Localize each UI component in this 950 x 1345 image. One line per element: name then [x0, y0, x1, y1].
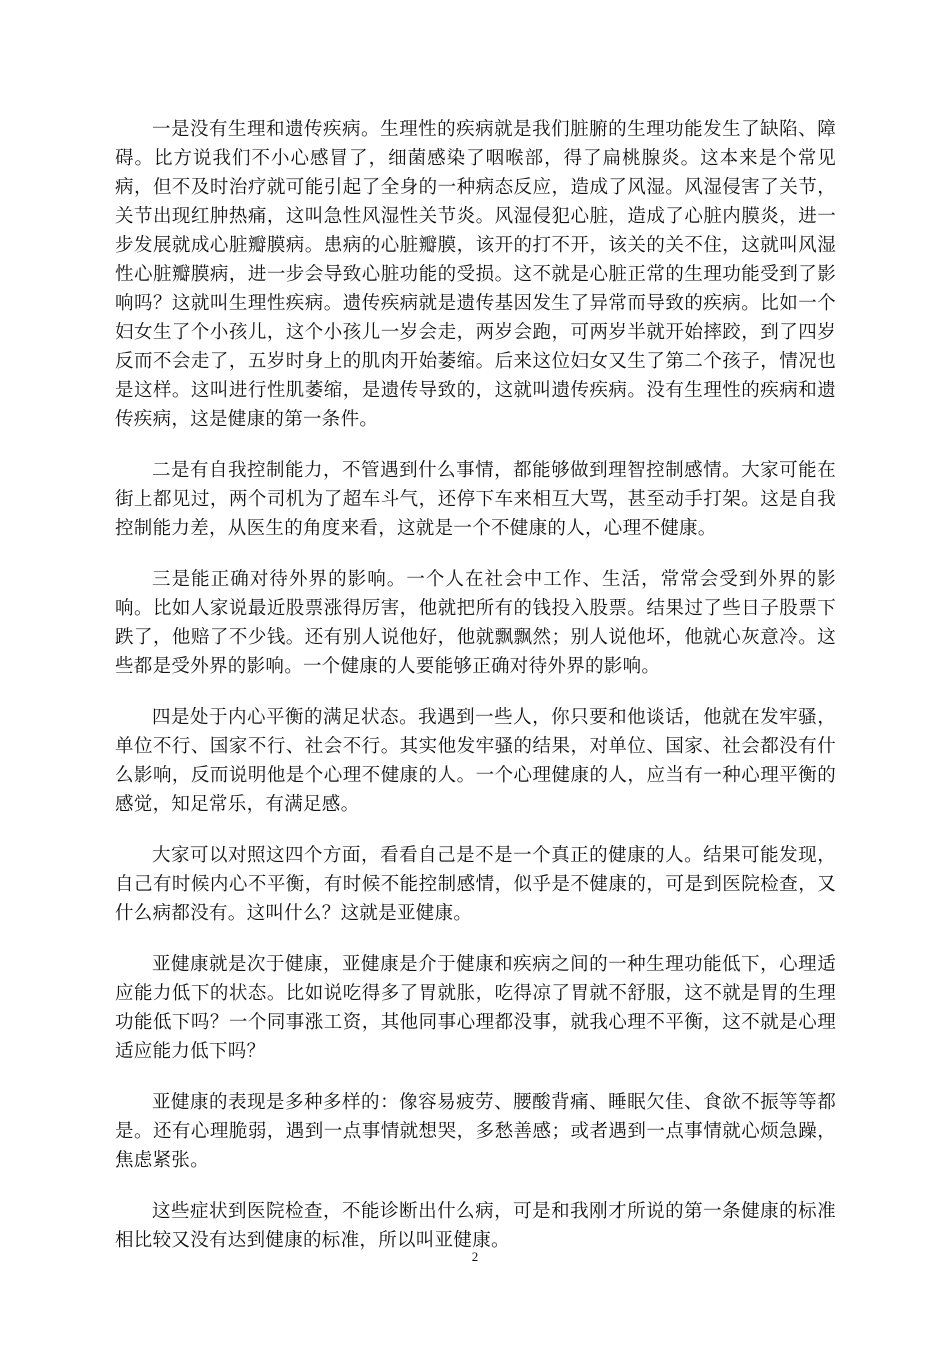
page-number: 2	[471, 1249, 479, 1264]
paragraph-inner-balance: 四是处于内心平衡的满足状态。我遇到一些人，你只要和他谈话，他就在发牢骚，单位不行、国家不行、社会不行。其实他发牢骚的结果，对单位、国家、社会都没有什么影响，反而说明他是个心理不健康的人。一个心理健康的人，应当有一种心理平衡的感觉，知足常乐，有满足感。	[115, 707, 836, 815]
paragraph-subhealth-conclusion: 这些症状到医院检查，不能诊断出什么病，可是和我刚才所说的第一条健康的标准相比较又没有达到健康的标准，所以叫亚健康。	[115, 1201, 836, 1251]
paragraph-subhealth-symptoms: 亚健康的表现是多种多样的：像容易疲劳、腰酸背痛、睡眠欠佳、食欲不振等等都是。还有心理脆弱，遇到一点事情就想哭，多愁善感；或者遇到一点事情就心烦急躁，焦虑紧张。	[115, 1092, 836, 1171]
paragraph-self-control: 二是有自我控制能力，不管遇到什么事情，都能够做到理智控制感情。大家可能在街上都见过，两个司机为了超车斗气，还停下车来相互大骂，甚至动手打架。这是自我控制能力差，从医生的角度来看，这就是一个不健康的人，心理不健康。	[115, 460, 836, 539]
paragraph-self-check: 大家可以对照这四个方面，看看自己是不是一个真正的健康的人。结果可能发现，自己有时候内心不平衡，有时候不能控制感情，似乎是不健康的，可是到医院检查，又什么病都没有。这叫什么？这就是亚健康。	[115, 845, 836, 924]
paragraph-external-influence: 三是能正确对待外界的影响。一个人在社会中工作、生活，常常会受到外界的影响。比如人家说最近股票涨得厉害，他就把所有的钱投入股票。结果过了些日子股票下跌了，他赔了不少钱。还有别人说他好，他就飘飘然；别人说他坏，他就心灰意冷。这些都是受外界的影响。一个健康的人要能够正确对待外界的影响。	[115, 569, 836, 677]
paragraph-subhealth-definition: 亚健康就是次于健康，亚健康是介于健康和疾病之间的一种生理功能低下，心理适应能力低下的状态。比如说吃得多了胃就胀，吃得凉了胃就不舒服，这不就是胃的生理功能低下吗？一个同事涨工资，其他同事心理都没事，就我心理不平衡，这不就是心理适应能力低下吗？	[115, 954, 836, 1062]
paragraph-no-disease: 一是没有生理和遗传疾病。生理性的疾病就是我们脏腑的生理功能发生了缺陷、障碍。比方说我们不小心感冒了，细菌感染了咽喉部，得了扁桃腺炎。这本来是个常见病，但不及时治疗就可能引起了全身的一种病态反应，造成了风湿。风湿侵害了关节，关节出现红肿热痛，这叫急性风湿性关节炎。风湿侵犯心脏，造成了心脏内膜炎，进一步发展就成心脏瓣膜病。患病的心脏瓣膜，该开的打不开，该关的关不住，这就叫风湿性心脏瓣膜病，进一步会导致心脏功能的受损。这不就是心脏正常的生理功能受到了影响吗？这就叫生理性疾病。遗传疾病就是遗传基因发生了异常而导致的疾病。比如一个妇女生了个小孩儿，这个小孩儿一岁会走，两岁会跑，可两岁半就开始摔跤，到了四岁反而不会走了，五岁时身上的肌肉开始萎缩。后来这位妇女又生了第二个孩子，情况也是这样。这叫进行性肌萎缩，是遗传导致的，这就叫遗传疾病。没有生理性的疾病和遗传疾病，这是健康的第一条件。	[115, 119, 836, 430]
document-body	[115, 115, 836, 1277]
